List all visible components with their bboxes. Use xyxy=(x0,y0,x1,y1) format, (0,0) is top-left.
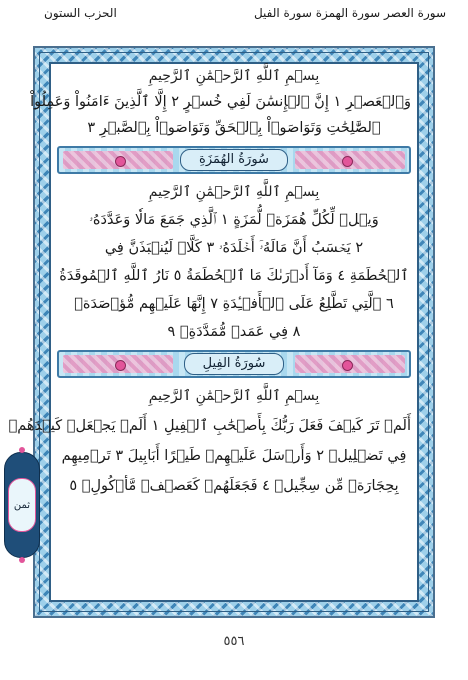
header-surah-names: سورة العصر سورة الهمزة سورة الفيل xyxy=(253,6,446,20)
basmala-fil: بِسۡمِ ٱللَّهِ ٱلرَّحۡمَٰنِ ٱلرَّحِيمِ xyxy=(148,388,320,404)
verse-line: ٢ يَحۡسَبُ أَنَّ مَالَهُۥٓ أَخۡلَدَهُۥ ٣ كَلَّاۖ لَيُنۢبَذَنَّ فِي xyxy=(104,240,364,256)
page-number: ٥٥٦ xyxy=(223,634,245,649)
surah-title: سُورَةُ الهُمَزَةِ xyxy=(180,149,288,171)
verse-line: ٱلۡحُطَمَةِ ٤ وَمَآ أَدۡرَىٰكَ مَا ٱلۡحُطَمَةُ ٥ نَارُ ٱللَّهِ ٱلۡمُوقَدَةُ xyxy=(59,268,409,284)
verse-line: وَٱلۡعَصۡرِ ١ إِنَّ ٱلۡإِنسَٰنَ لَفِي خُسۡرٍ ٢ إِلَّا ٱلَّذِينَ ءَامَنُواْ وَعَمِلُواْ xyxy=(30,94,411,110)
basmala-asr: بِسۡمِ ٱللَّهِ ٱلرَّحۡمَٰنِ ٱلرَّحِيمِ xyxy=(148,68,320,84)
rosette-icon xyxy=(342,360,353,371)
verse-line: ٱلصَّٰلِحَٰتِ وَتَوَاصَوۡاْ بِٱلۡحَقِّ وَتَوَاصَوۡاْ بِٱلصَّبۡرِ ٣ xyxy=(87,120,381,136)
verse-line: وَيۡلٞ لِّكُلِّ هُمَزَةٖ لُّمَزَةٍ ١ ٱلَّذِي جَمَعَ مَالٗا وَعَدَّدَهُۥ xyxy=(89,212,379,228)
surah-banner-humaza xyxy=(57,146,411,174)
surah-title: سُورَةُ الفِيلِ xyxy=(184,353,285,375)
header-hizb-label: الحزب الستون xyxy=(44,6,117,20)
surah-banner-fil xyxy=(57,350,411,378)
rosette-icon xyxy=(115,156,126,167)
verse-line: ٨ فِي عَمَدٖ مُّمَدَّدَةِۭ ٩ xyxy=(167,324,301,340)
rosette-icon xyxy=(342,156,353,167)
eighth-marker-label: ثمن xyxy=(8,478,36,532)
basmala-humaza: بِسۡمِ ٱللَّهِ ٱلرَّحۡمَٰنِ ٱلرَّحِيمِ xyxy=(148,184,320,200)
verse-line: فِي تَضۡلِيلٖ ٢ وَأَرۡسَلَ عَلَيۡهِمۡ طَيۡرًا أَبَابِيلَ ٣ تَرۡمِيهِم xyxy=(61,448,407,464)
verse-line: أَلَمۡ تَرَ كَيۡفَ فَعَلَ رَبُّكَ بِأَصۡحَٰبِ ٱلۡفِيلِ ١ أَلَمۡ يَجۡعَلۡ كَيۡدَهُمۡ xyxy=(8,418,411,434)
rosette-icon xyxy=(115,360,126,371)
verse-line: ٦ ٱلَّتِي تَطَّلِعُ عَلَى ٱلۡأَفۡـِٔدَةِ ٧ إِنَّهَا عَلَيۡهِم مُّؤۡصَدَةٞ xyxy=(74,296,394,312)
verse-line: بِحِجَارَةٖ مِّن سِجِّيلٖ ٤ فَجَعَلَهُمۡ كَعَصۡفٖ مَّأۡكُولِۭ ٥ xyxy=(69,478,399,494)
eighth-marker-medallion xyxy=(4,452,40,558)
